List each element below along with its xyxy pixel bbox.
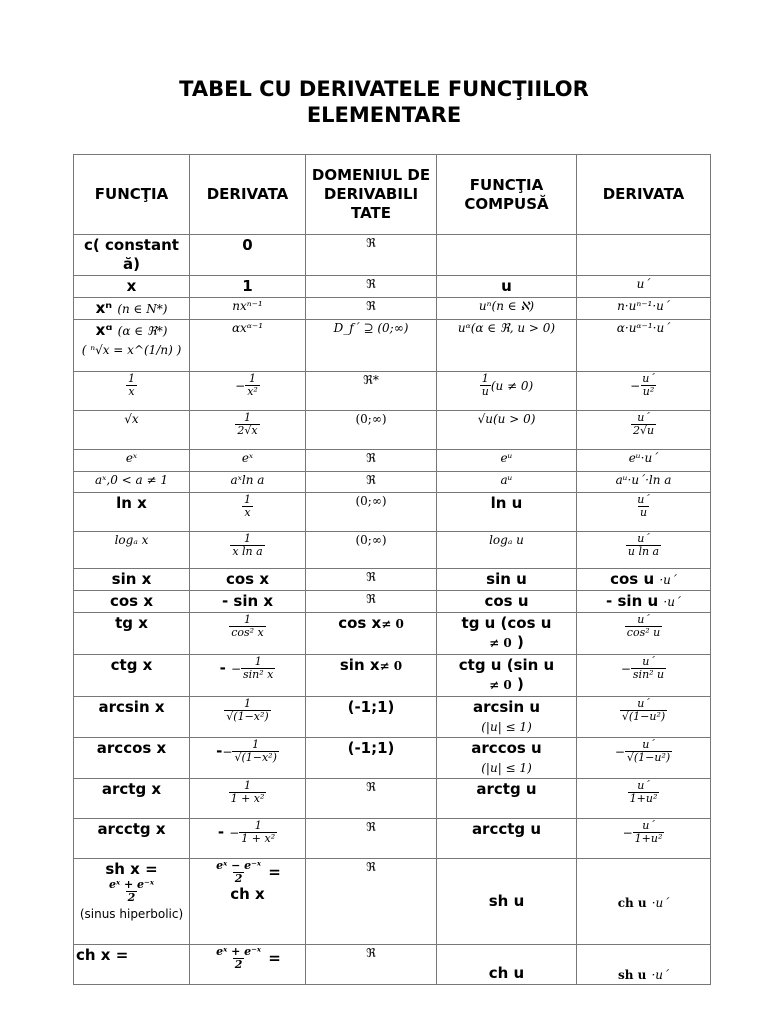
title-line-2: ELEMENTARE (306, 103, 462, 127)
cell-composed-derivative (577, 569, 711, 591)
cell-composed (437, 372, 577, 411)
cell-domain (306, 613, 437, 655)
cell-function: arccos x (74, 738, 190, 779)
table-row (74, 779, 711, 819)
cell-composed-derivative (577, 493, 711, 532)
fraction: $\frac{1}{\text{x²}}$ (247, 372, 258, 398)
cell-composed: uⁿ(n ∈ ℵ) (437, 298, 577, 320)
fraction: $\frac{1}{\text{x ln a}}$ (232, 532, 263, 558)
cell-domain: ℜ (306, 235, 437, 276)
derivative-text: cos u (610, 570, 655, 588)
cell-domain: (-1;1) (306, 697, 437, 738)
cell-composed-derivative (577, 655, 711, 697)
table-row (74, 493, 711, 532)
cell-composed: logₐ u (437, 532, 577, 569)
cell-derivative: 1 (190, 276, 306, 298)
minus-sign: − (614, 745, 625, 759)
cell-composed (437, 697, 577, 738)
cell-composed (437, 655, 577, 697)
cell-domain: ℜ (306, 945, 437, 985)
cell-composed-derivative: α·uᵅ⁻¹·u´ (577, 320, 711, 372)
derivative-text: sh u (617, 968, 647, 982)
cell-domain: (0;∞) (306, 411, 437, 450)
cell-domain: ℜ (306, 298, 437, 320)
cell-composed: sh u (437, 859, 577, 945)
cell-derivative: - sin x (190, 591, 306, 613)
fraction: $\frac{\text{eˣ + e⁻ˣ}}{2}$ (109, 878, 154, 904)
cell-function: ch x = (74, 945, 190, 985)
cell-function: ctg x (74, 655, 190, 697)
table-row (74, 738, 711, 779)
cell-function: aˣ,0 < a ≠ 1 (74, 472, 190, 493)
minus-sign: − (230, 662, 242, 676)
fraction: $\frac{1}{\text{√(1−x²)}}$ (226, 697, 269, 723)
minus-sign: − (222, 745, 233, 759)
cell-derivative: eˣ (190, 450, 306, 472)
function-note: (sinus hiperbolic) (79, 907, 184, 921)
fraction: $\frac{u´}{u}$ (637, 493, 650, 519)
fraction: $\frac{1}{x}$ (128, 372, 135, 398)
derivatives-table (73, 154, 711, 985)
header-row (74, 155, 711, 235)
cell-derivative (190, 945, 306, 985)
cell-function: cos x (74, 591, 190, 613)
fraction: $\frac{1}{\text{1 + x²}}$ (230, 779, 265, 805)
cell-derivative: aˣln a (190, 472, 306, 493)
cell-function: x (74, 276, 190, 298)
table-row (74, 450, 711, 472)
minus-sign: − (620, 662, 631, 676)
table-row (74, 235, 711, 276)
fraction: $\frac{1}{x}$ (244, 493, 251, 519)
cell-domain: ℜ (306, 591, 437, 613)
cell-domain: D_f´ ⊇ (0;∞) (306, 320, 437, 372)
derivative-tail: ·u´ (663, 595, 681, 609)
cell-composed: u (437, 276, 577, 298)
composed-condition: (|u| ≤ 1) (481, 761, 532, 775)
table-row (74, 655, 711, 697)
fraction: $\frac{u´}{\text{1+u²}}$ (629, 779, 658, 805)
table-row (74, 532, 711, 569)
derivative-tail: ch x (230, 885, 265, 903)
function-condition: (α ∈ ℜ*) (117, 324, 168, 338)
composed-condition: (|u| ≤ 1) (481, 720, 532, 734)
cell-composed-derivative (577, 372, 711, 411)
function-note: ( ⁿ√x = x^(1/n) ) (81, 343, 182, 357)
fraction: $\frac{1}{\text{1 + x²}}$ (241, 819, 276, 845)
cell-function: eˣ (74, 450, 190, 472)
title-line-1: TABEL CU DERIVATELE FUNCŢIILOR (179, 77, 589, 101)
fraction: $\frac{u´}{2√u}$ (632, 411, 655, 437)
domain-tail: ≠ 0 (381, 617, 404, 631)
fraction: $\frac{u´}{\text{1+u²}}$ (634, 819, 663, 845)
cell-composed-derivative (577, 945, 711, 985)
cell-function: arctg x (74, 779, 190, 819)
function-text: xᵅ (95, 321, 113, 339)
cell-composed: cos u (437, 591, 577, 613)
fraction: $\frac{u´}{\text{u²}}$ (642, 372, 655, 398)
cell-function: c( constant ă) (74, 235, 190, 276)
cell-composed (437, 613, 577, 655)
table-row (74, 697, 711, 738)
page-title (0, 76, 768, 128)
cell-function: √x (74, 411, 190, 450)
domain-text: cos x (338, 614, 382, 632)
cell-function: arcsin x (74, 697, 190, 738)
composed-close: ) (516, 675, 524, 693)
cell-domain: ℜ (306, 819, 437, 859)
cell-derivative: 0 (190, 235, 306, 276)
fraction: $\frac{1}{\text{√(1−x²)}}$ (234, 738, 277, 764)
composed-text: tg u (cos u (461, 614, 552, 632)
cell-domain: ℜ (306, 276, 437, 298)
cell-composed-derivative (577, 819, 711, 859)
cell-composed (437, 235, 577, 276)
cell-derivative: αxᵅ⁻¹ (190, 320, 306, 372)
minus-sign: − (622, 826, 633, 840)
fraction: $\frac{u´}{\text{cos² u}}$ (626, 613, 661, 639)
composed-text: arcsin u (472, 698, 541, 716)
table-row (74, 859, 711, 945)
minus-sign: - (219, 659, 226, 677)
cell-domain: ℜ (306, 569, 437, 591)
header-functia: FUNCŢIA (74, 155, 190, 235)
fraction: $\frac{\text{eˣ + e⁻ˣ}}{2}$ (216, 945, 262, 971)
cell-derivative (190, 411, 306, 450)
cell-derivative: cos x (190, 569, 306, 591)
table-row (74, 411, 711, 450)
minus-sign: − (235, 379, 246, 393)
cell-derivative (190, 613, 306, 655)
domain-text: sin x (339, 656, 380, 674)
table-row (74, 298, 711, 320)
minus-sign: − (229, 826, 240, 840)
cell-domain: (-1;1) (306, 738, 437, 779)
cell-derivative (190, 655, 306, 697)
header-functia-compusa: FUNCŢIA COMPUSĂ (437, 155, 577, 235)
cell-composed-derivative: aᵘ·u´·ln a (577, 472, 711, 493)
cell-composed: √u(u > 0) (437, 411, 577, 450)
fraction: $\frac{1}{\text{cos² x}}$ (231, 613, 264, 639)
cell-function: logₐ x (74, 532, 190, 569)
composed-condition: (u ≠ 0) (490, 379, 534, 393)
composed-text: arccos u (471, 739, 542, 757)
composed-tail: ≠ 0 (489, 678, 512, 692)
minus-sign: − (630, 379, 641, 393)
fraction: $\frac{1}{\text{sin² x}}$ (243, 655, 274, 681)
cell-domain: (0;∞) (306, 532, 437, 569)
equals-sign: = (268, 863, 281, 881)
cell-function (74, 298, 190, 320)
cell-function (74, 859, 190, 945)
minus-sign: - (217, 823, 225, 841)
fraction: $\frac{1}{2√x}$ (237, 411, 258, 437)
cell-composed: sin u (437, 569, 577, 591)
composed-close: ) (516, 633, 524, 651)
cell-derivative (190, 859, 306, 945)
composed-text: ctg u (sin u (458, 656, 555, 674)
fraction: $\frac{\text{eˣ − e⁻ˣ}}{2}$ (216, 859, 262, 885)
function-condition: (n ∈ N*) (117, 302, 168, 316)
cell-composed: arctg u (437, 779, 577, 819)
header-derivata-2: DERIVATA (577, 155, 711, 235)
table-row (74, 613, 711, 655)
cell-composed (437, 738, 577, 779)
cell-composed-derivative (577, 532, 711, 569)
cell-derivative (190, 779, 306, 819)
table-row (74, 569, 711, 591)
cell-composed-derivative: u´ (577, 276, 711, 298)
cell-function: sin x (74, 569, 190, 591)
table-row (74, 819, 711, 859)
table-row (74, 276, 711, 298)
function-text: xⁿ (95, 299, 113, 317)
header-derivata: DERIVATA (190, 155, 306, 235)
cell-derivative (190, 532, 306, 569)
cell-composed: eᵘ (437, 450, 577, 472)
cell-function: arcctg x (74, 819, 190, 859)
header-domeniul: DOMENIUL DE DERIVABILI TATE (306, 155, 437, 235)
minus-sign: - (216, 742, 223, 760)
cell-function: tg x (74, 613, 190, 655)
cell-function: ln x (74, 493, 190, 532)
derivative-text: - sin u (606, 592, 659, 610)
cell-derivative (190, 493, 306, 532)
cell-composed-derivative (577, 235, 711, 276)
derivative-tail: ·u´ (651, 896, 670, 910)
cell-composed: ln u (437, 493, 577, 532)
cell-composed-derivative (577, 738, 711, 779)
cell-composed-derivative (577, 697, 711, 738)
cell-domain: (0;∞) (306, 493, 437, 532)
cell-composed: aᵘ (437, 472, 577, 493)
composed-tail: ≠ 0 (489, 636, 512, 650)
cell-composed: uᵅ(α ∈ ℜ, u > 0) (437, 320, 577, 372)
table-row (74, 320, 711, 372)
table-row (74, 591, 711, 613)
equals-sign: = (268, 949, 281, 967)
cell-composed-derivative (577, 591, 711, 613)
cell-composed-derivative (577, 859, 711, 945)
cell-composed-derivative (577, 411, 711, 450)
fraction: $\frac{u´}{\text{√(1−u²)}}$ (621, 697, 666, 723)
domain-tail: ≠ 0 (379, 659, 403, 673)
cell-composed: arcctg u (437, 819, 577, 859)
cell-function (74, 320, 190, 372)
cell-domain: ℜ (306, 779, 437, 819)
cell-derivative (190, 372, 306, 411)
cell-derivative (190, 738, 306, 779)
cell-composed-derivative (577, 613, 711, 655)
cell-composed-derivative: eᵘ·u´ (577, 450, 711, 472)
derivative-text: ch u (617, 896, 647, 910)
cell-function (74, 372, 190, 411)
derivative-tail: ·u´ (659, 573, 677, 587)
cell-domain: ℜ* (306, 372, 437, 411)
cell-composed-derivative: n·uⁿ⁻¹·u´ (577, 298, 711, 320)
table-row (74, 945, 711, 985)
table-row (74, 472, 711, 493)
fraction: $\frac{u´}{\text{sin² u}}$ (632, 655, 665, 681)
cell-domain (306, 655, 437, 697)
derivative-tail: ·u´ (651, 968, 670, 982)
cell-derivative (190, 819, 306, 859)
cell-composed-derivative (577, 779, 711, 819)
fraction: $\frac{u´}{\text{√(1−u²)}}$ (626, 738, 671, 764)
cell-domain: ℜ (306, 859, 437, 945)
cell-composed: ch u (437, 945, 577, 985)
cell-derivative: nxⁿ⁻¹ (190, 298, 306, 320)
cell-derivative (190, 697, 306, 738)
table-row (74, 372, 711, 411)
function-text: sh x = (105, 860, 158, 878)
fraction: $\frac{u´}{\text{u ln a}}$ (627, 532, 660, 558)
cell-domain: ℜ (306, 472, 437, 493)
cell-domain: ℜ (306, 450, 437, 472)
fraction: $\frac{1}{u}$ (481, 372, 489, 398)
